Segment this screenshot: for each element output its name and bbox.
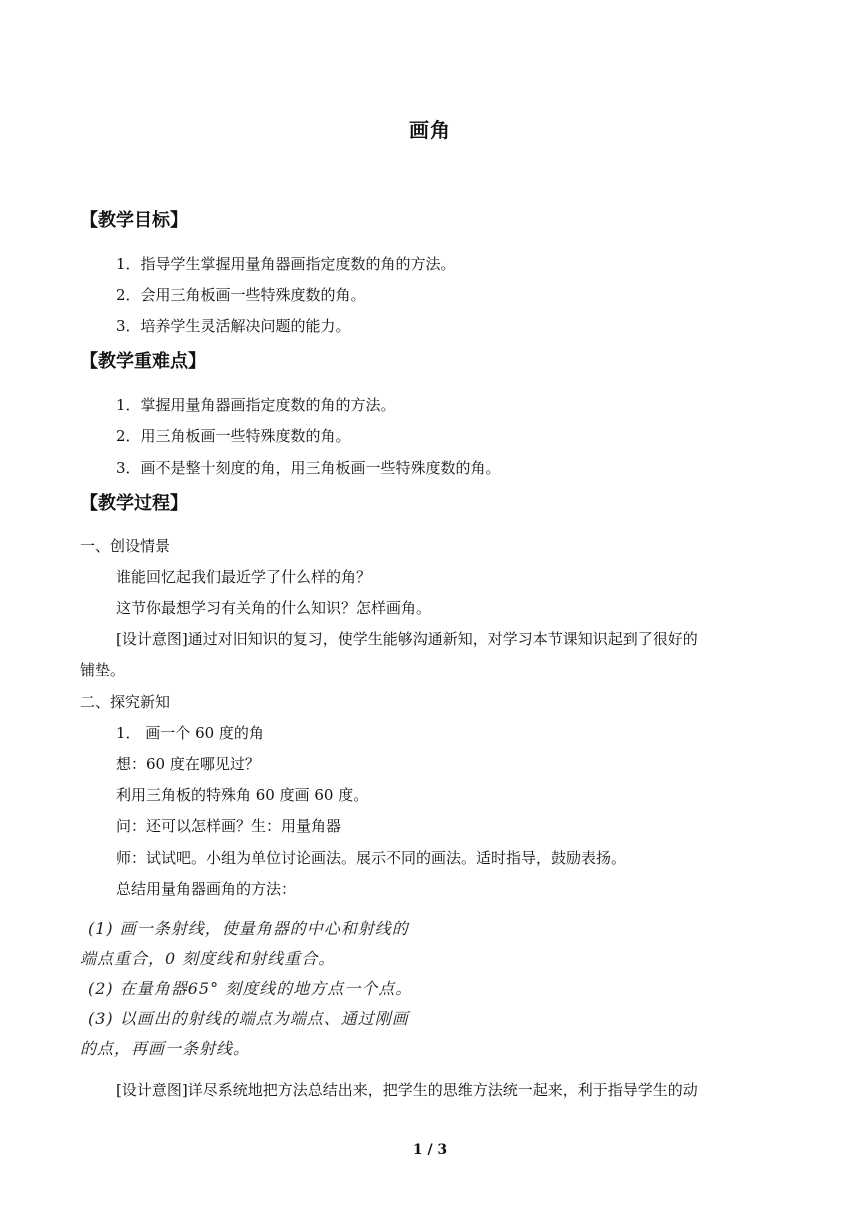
heading-teaching-goals: 【教学目标】 [80,210,188,231]
part1-line-1: 谁能回忆起我们最近学了什么样的角？ [116,568,372,586]
part1-title: 一、创设情景 [80,537,171,555]
part2-line-2: 想：60 度在哪见过？ [116,755,260,773]
part2-line-3: 利用三角板的特殊角 60 度画 60 度。 [116,786,369,804]
heading-key-difficulties: 【教学重难点】 [80,351,206,372]
part2-line-5: 师：试试吧。小组为单位讨论画法。展示不同的画法。适时指导，鼓励表扬。 [116,849,627,867]
part1-intent-line-1: [设计意图]通过对旧知识的复习，使学生能够沟通新知，对学习本节课知识起到了很好的 [116,630,698,648]
goal-item-3: 3．培养学生灵活解决问题的能力。 [116,317,351,335]
difficulty-item-1: 1．掌握用量角器画指定度数的角的方法。 [116,396,396,414]
scan-line-2: 端点重合，0 刻度线和射线重合。 [80,949,336,968]
document-title: 画角 [409,118,451,142]
scan-line-1: (1) 画一条射线，使量角器的中心和射线的 [88,919,409,938]
part2-line-6: 总结用量角器画角的方法： [116,880,297,898]
part2-intent-line: [设计意图]详尽系统地把方法总结出来，把学生的思维方法统一起来，利于指导学生的动 [116,1081,698,1099]
scan-line-4: (3) 以画出的射线的端点为端点、通过刚画 [88,1009,409,1028]
goal-item-2: 2．会用三角板画一些特殊度数的角。 [116,286,366,304]
heading-teaching-process: 【教学过程】 [80,493,188,514]
scan-line-5: 的点，再画一条射线。 [80,1039,251,1058]
scan-line-3: (2) 在量角器65° 刻度线的地方点一个点。 [88,979,413,998]
part2-title: 二、探究新知 [80,693,171,711]
difficulty-item-3: 3．画不是整十刻度的角，用三角板画一些特殊度数的角。 [116,459,501,477]
part2-line-1: 1． 画一个 60 度的角 [116,724,264,742]
part1-intent-line-2: 铺垫。 [80,661,126,679]
difficulty-item-2: 2．用三角板画一些特殊度数的角。 [116,427,351,445]
scanned-method-excerpt [80,910,480,1060]
part1-line-2: 这节你最想学习有关角的什么知识？怎样画角。 [116,599,432,617]
goal-item-1: 1．指导学生掌握用量角器画指定度数的角的方法。 [116,255,456,273]
page-number: 1 / 3 [412,1142,448,1158]
part2-line-4: 问：还可以怎样画？生：用量角器 [116,817,342,835]
